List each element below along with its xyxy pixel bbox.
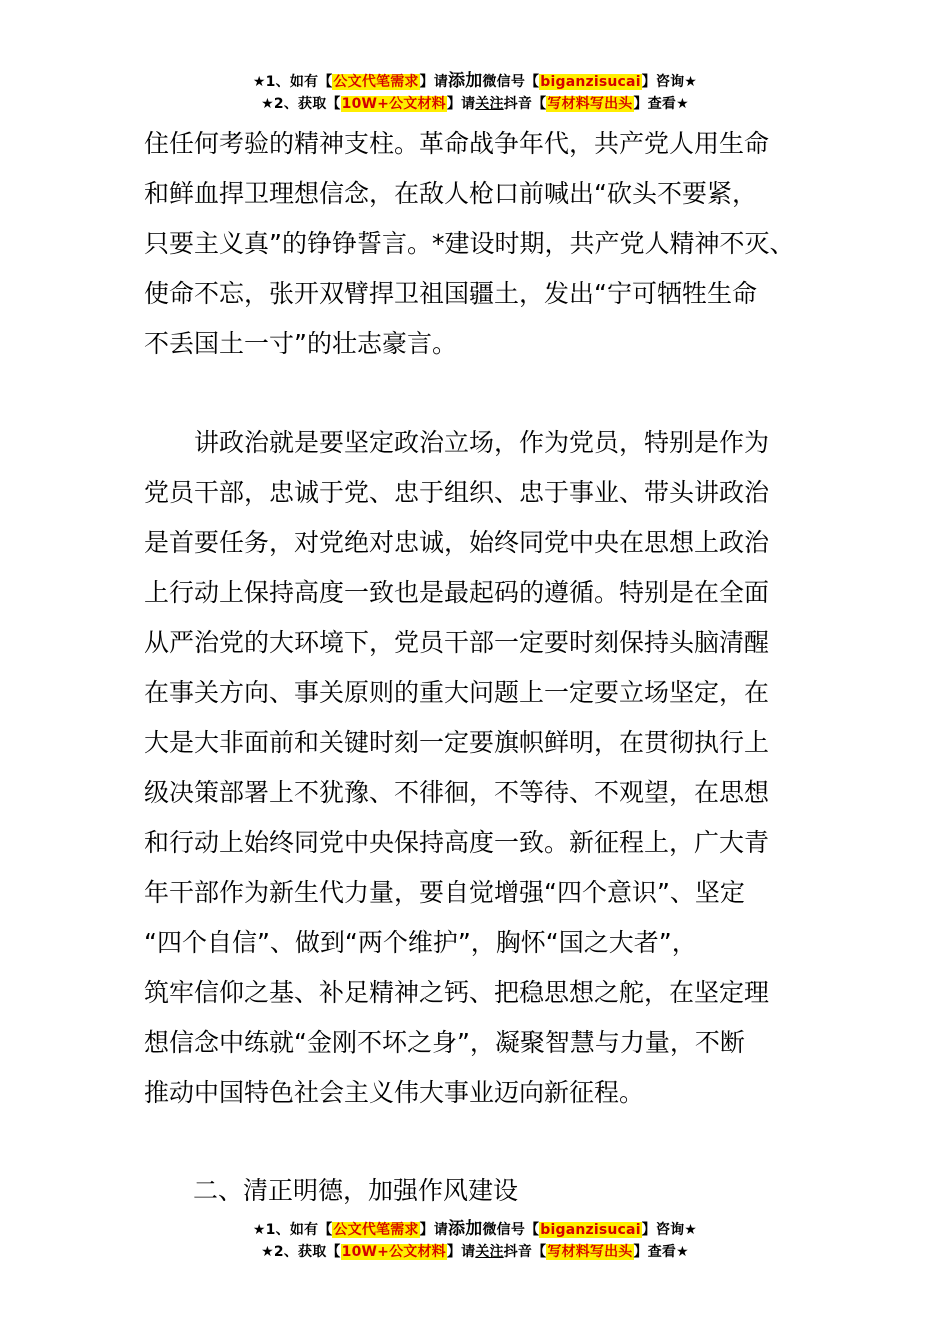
promo-highlight: 10W+公文材料 bbox=[341, 96, 446, 112]
text-line: 大是大非面前和关键时刻一定要旗帜鲜明，在贯彻执行上 bbox=[144, 728, 770, 757]
promo-highlight: 公文代笔需求 bbox=[333, 1222, 419, 1238]
promo-line-1: ★1、如有【公文代笔需求】请添加微信号【biganzisucai】咨询★ bbox=[252, 1219, 698, 1239]
text-line: 是首要任务，对党绝对忠诚，始终同党中央在思想上政治 bbox=[144, 528, 770, 557]
text-line: 推动中国特色社会主义伟大事业迈向新征程。 bbox=[144, 1078, 645, 1107]
text-line: 住任何考验的精神支柱。革命战争年代，共产党人用生命 bbox=[144, 129, 770, 158]
text-line: 使命不忘，张开双臂捍卫祖国疆土，发出“宁可牺牲生命 bbox=[144, 279, 757, 308]
paragraph-1 bbox=[144, 119, 844, 369]
section-heading: 二、清正明德，加强作风建设 bbox=[193, 1176, 519, 1205]
text-line: 和鲜血捍卫理想信念，在敌人枪口前喊出“砍头不要紧， bbox=[144, 179, 757, 208]
text-line: 讲政治就是要坚定政治立场，作为党员，特别是作为 bbox=[194, 428, 770, 457]
text-line: 上行动上保持高度一致也是最起码的遵循。特别是在全面 bbox=[144, 578, 770, 607]
promo-line-1: ★1、如有【公文代笔需求】请添加微信号【biganzisucai】咨询★ bbox=[252, 71, 698, 91]
wechat-id-highlight: biganzisucai bbox=[540, 1222, 641, 1238]
douyin-id-highlight: 写材料写出头 bbox=[547, 96, 633, 112]
text-line: 和行动上始终同党中央保持高度一致。新征程上，广大青 bbox=[144, 828, 770, 857]
text-line: 年干部作为新生代力量，要自觉增强“四个意识”、坚定 bbox=[144, 878, 745, 907]
text-line: 党员干部，忠诚于党、忠于组织、忠于事业、带头讲政治 bbox=[144, 478, 770, 507]
text-line: 只要主义真”的铮铮誓言。*建设时期，共产党人精神不灭、 bbox=[144, 229, 795, 258]
promo-line-2: ★2、获取【10W+公文材料】请关注抖音【写材料写出头】查看★ bbox=[261, 1244, 689, 1260]
douyin-id-highlight: 写材料写出头 bbox=[547, 1244, 633, 1260]
text-line: 从严治党的大环境下，党员干部一定要时刻保持头脑清醒 bbox=[144, 628, 770, 657]
promo-line-2: ★2、获取【10W+公文材料】请关注抖音【写材料写出头】查看★ bbox=[261, 96, 689, 112]
header-promo-banner bbox=[0, 70, 950, 116]
text-line: 筑牢信仰之基、补足精神之钙、把稳思想之舵，在坚定理 bbox=[144, 978, 770, 1007]
paragraph-2 bbox=[144, 418, 844, 1118]
wechat-id-highlight: biganzisucai bbox=[540, 74, 641, 90]
footer-promo-banner bbox=[0, 1218, 950, 1264]
promo-highlight: 10W+公文材料 bbox=[341, 1244, 446, 1260]
text-line: 在事关方向、事关原则的重大问题上一定要立场坚定，在 bbox=[144, 678, 770, 707]
text-line: “四个自信”、做到“两个维护”，胸怀“国之大者”， bbox=[144, 928, 697, 957]
text-line: 想信念中练就“金刚不坏之身”，凝聚智慧与力量，不断 bbox=[144, 1028, 745, 1057]
text-line: 不丢国土一寸”的壮志豪言。 bbox=[144, 329, 457, 358]
promo-highlight: 公文代笔需求 bbox=[333, 74, 419, 90]
text-line: 级决策部署上不犹豫、不徘徊，不等待、不观望，在思想 bbox=[144, 778, 770, 807]
